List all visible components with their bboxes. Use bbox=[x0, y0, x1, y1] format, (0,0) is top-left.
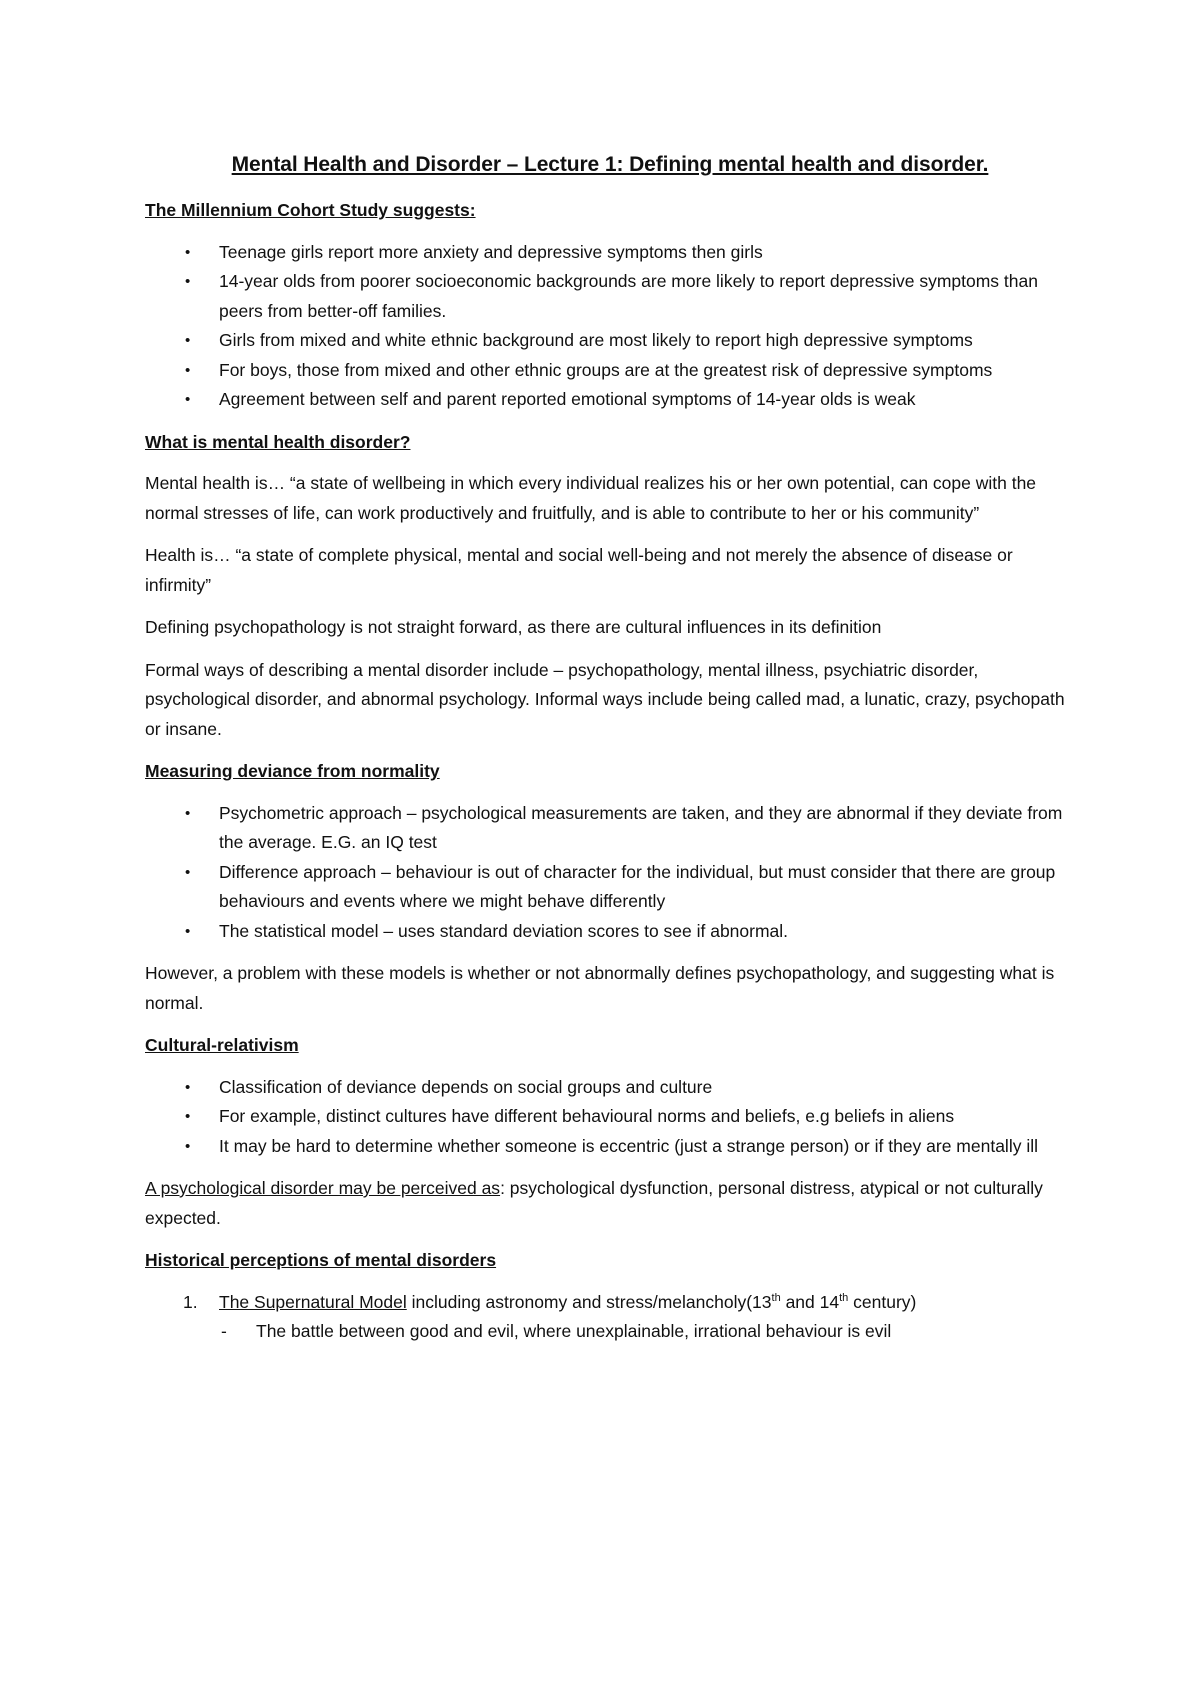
paragraph-perceived-as: A psychological disorder may be perceived as: psychological dysfunction, personal distress, atypical or not culturally expected. bbox=[145, 1178, 1043, 1228]
section-heading-deviance: Measuring deviance from normality bbox=[145, 761, 440, 781]
section-heading-historical: Historical perceptions of mental disorders bbox=[145, 1250, 497, 1270]
list-item: • Teenage girls report more anxiety and depressive symptoms then girls bbox=[145, 238, 1075, 268]
list-item: • 14-year olds from poorer socioeconomic backgrounds are more likely to report depressive symptoms than peers from better-off families. bbox=[145, 267, 1075, 326]
list-item: • For example, distinct cultures have different behavioural norms and beliefs, e.g beliefs in aliens bbox=[145, 1102, 1075, 1132]
bullet-icon: • bbox=[185, 863, 191, 881]
section-heading-cultural: Cultural-relativism bbox=[145, 1035, 299, 1055]
dash-marker: - bbox=[221, 1321, 227, 1341]
bullet-icon: • bbox=[185, 804, 191, 822]
document-title: Mental Health and Disorder – Lecture 1: Defining mental health and disorder. bbox=[231, 153, 989, 176]
list-item: • The statistical model – uses standard deviation scores to see if abnormal. bbox=[145, 917, 1075, 947]
bullet-icon: • bbox=[185, 391, 191, 408]
paragraph-formal-informal: Formal ways of describing a mental disorder include – psychopathology, mental illness, psychiatric disorder, psychological disorder, and abnormal psychology. Informal ways include being called mad, a lunatic, crazy, psychopath or insane. bbox=[145, 659, 1065, 739]
supernatural-model-label: The Supernatural Model bbox=[219, 1291, 407, 1312]
paragraph-health-definition: Health is… “a state of complete physical, mental and social well-being and not merely the absence of disease or infirmity” bbox=[145, 545, 1013, 595]
paragraph-deviance-problem: However, a problem with these models is whether or not abnormally defines psychopathology, and suggesting what is normal. bbox=[145, 963, 1055, 1013]
bullet-icon: • bbox=[185, 243, 191, 261]
deviance-bullet-list bbox=[145, 799, 1075, 947]
list-item: • Classification of deviance depends on social groups and culture bbox=[145, 1073, 1075, 1103]
perceived-label: A psychological disorder may be perceived as bbox=[145, 1178, 501, 1198]
bullet-icon: • bbox=[185, 332, 191, 349]
bullet-icon: • bbox=[185, 1108, 191, 1125]
bullet-icon: • bbox=[185, 922, 191, 940]
section-heading-cohort: The Millennium Cohort Study suggests: bbox=[145, 200, 476, 220]
paragraph-psychopathology: Defining psychopathology is not straight forward, as there are cultural influences in its definition bbox=[145, 617, 882, 637]
cohort-bullet-list bbox=[145, 238, 1075, 415]
cultural-bullet-list bbox=[145, 1073, 1075, 1162]
paragraph-mental-health-definition: Mental health is… “a state of wellbeing in which every individual realizes his or her own potential, can cope with the normal stresses of life, can work productively and fruitfully, and is able to contribute to her or his community” bbox=[145, 473, 1037, 523]
list-item: • Difference approach – behaviour is out of character for the individual, but must consider that there are group behaviours and events where we might behave differently bbox=[145, 858, 1075, 917]
historical-numbered-list bbox=[145, 1288, 1075, 1318]
bullet-icon: • bbox=[185, 361, 191, 379]
list-item: • Psychometric approach – psychological measurements are taken, and they are abnormal if they deviate from the average. E.G. an IQ test bbox=[145, 799, 1075, 858]
bullet-icon: • bbox=[185, 273, 191, 290]
list-item: • It may be hard to determine whether someone is eccentric (just a strange person) or if they are mentally ill bbox=[145, 1132, 1075, 1162]
bullet-icon: • bbox=[185, 1137, 191, 1155]
list-item: • Girls from mixed and white ethnic background are most likely to report high depressive symptoms bbox=[145, 326, 1075, 356]
document-page bbox=[145, 150, 1075, 1347]
list-number: 1. bbox=[183, 1291, 198, 1312]
section-heading-what-is: What is mental health disorder? bbox=[145, 431, 411, 452]
list-item: • Agreement between self and parent reported emotional symptoms of 14-year olds is weak bbox=[145, 385, 1075, 415]
list-item: • For boys, those from mixed and other ethnic groups are at the greatest risk of depressive symptoms bbox=[145, 356, 1075, 386]
list-item: - The battle between good and evil, where unexplainable, irrational behaviour is evil bbox=[145, 1317, 1075, 1347]
list-item: 1. The Supernatural Model including astronomy and stress/melancholy(13th and 14th century) bbox=[145, 1288, 1075, 1318]
bullet-icon: • bbox=[185, 1078, 191, 1096]
